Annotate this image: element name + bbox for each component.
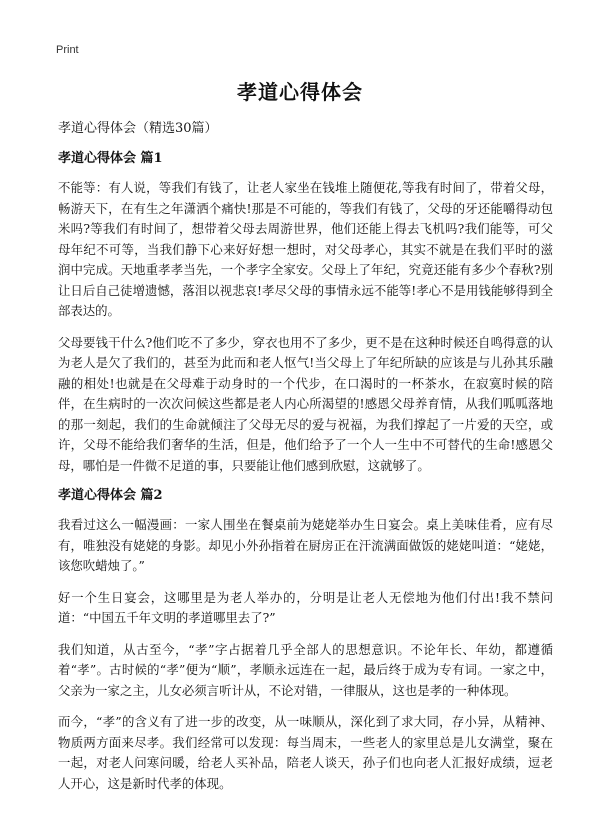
document-body (58, 120, 553, 794)
document-subtitle: 孝道心得体会（精选30篇） (58, 121, 218, 136)
paragraph: 我们知道，从古至今，“孝”字占据着几乎全部人的思想意识。不论年长、年幼，都遵循着“孝”。古时候的“孝”便为“顺”，孝顺永远连在一起，最后终于成为专有词。一家之中，父亲为一家之主，儿女必须言听计从，不论对错，一律服从，这也是孝的一种体现。 (58, 641, 553, 698)
print-label[interactable]: Print (56, 44, 79, 56)
page-title: 孝道心得体会 (237, 80, 363, 104)
paragraph: 好一个生日宴会，这哪里是为老人举办的，分明是让老人无偿地为他们付出!我不禁问道：“中国五千年文明的孝道哪里去了?” (58, 589, 553, 625)
paragraph: 我看过这么一幅漫画：一家人围坐在餐桌前为姥姥举办生日宴会。桌上美味佳肴，应有尽有，唯独没有姥姥的身影。却见小外孙指着在厨房正在汗流满面做饭的姥姥叫道：“姥姥，该您吹蜡烛了。” (58, 517, 553, 573)
section-1 (58, 150, 553, 476)
section-2 (58, 487, 553, 794)
paragraph: 而今，“孝”的含义有了进一步的改变，从一味顺从，深化到了求大同，存小异，从精神、物质两方面来尽孝。我们经常可以发现：每当周末，一些老人的家里总是儿女满堂，聚在一起，对老人问寒问暖，给老人买补品，陪老人谈天，孙子们也向老人汇报好成绩，逗老人开心，这是新时代孝的体现。 (58, 714, 553, 791)
section-title: 孝道心得体会 篇2 (58, 488, 163, 503)
paragraph: 父母要钱干什么?他们吃不了多少，穿衣也用不了多少，更不是在这种时候还自鸣得意的认为老人是欠了我们的，甚至为此而和老人怄气!当父母上了年纪所缺的应该是与儿孙其乐融融的相处!也就是在父母难于动身时的一个代步，在口渴时的一杯茶水，在寂寞时候的陪伴，在生病时的一次次问候这些都是老人内心所渴望的!感恩父母养育情，从我们呱呱落地的那一刻起，我们的生命就倾注了父母无尽的爱与祝福，为我们撑起了一片爱的天空，或许，父母不能给我们奢华的生活，但是，他们给予了一个人一生中不可替代的生命!感恩父母，哪怕是一件微不足道的事，只要能让他们感到欣慰，这就够了。 (58, 334, 553, 473)
section-title: 孝道心得体会 篇1 (58, 151, 163, 166)
paragraph: 不能等：有人说，等我们有钱了，让老人家坐在钱堆上随便花,等我有时间了，带着父母，畅游天下，在有生之年潇洒个痛快!那是不可能的，等我们有钱了，父母的牙还能嚼得动包米吗?等我们有时间了，想带着父母去周游世界，他们还能上得去飞机吗?我们能等，可父母年纪不可等，当我们静下心来好好想一想时，对父母孝心，其实不就是在我们平时的滋润中完成。天地重孝孝当先，一个孝字全家安。父母上了年纪，究竟还能有多少个春秋?别让日后自己徒增遗憾，落泪以视悲哀!孝尽父母的事情永远不能等!孝心不是用钱能够得到全部表达的。 (58, 180, 553, 318)
